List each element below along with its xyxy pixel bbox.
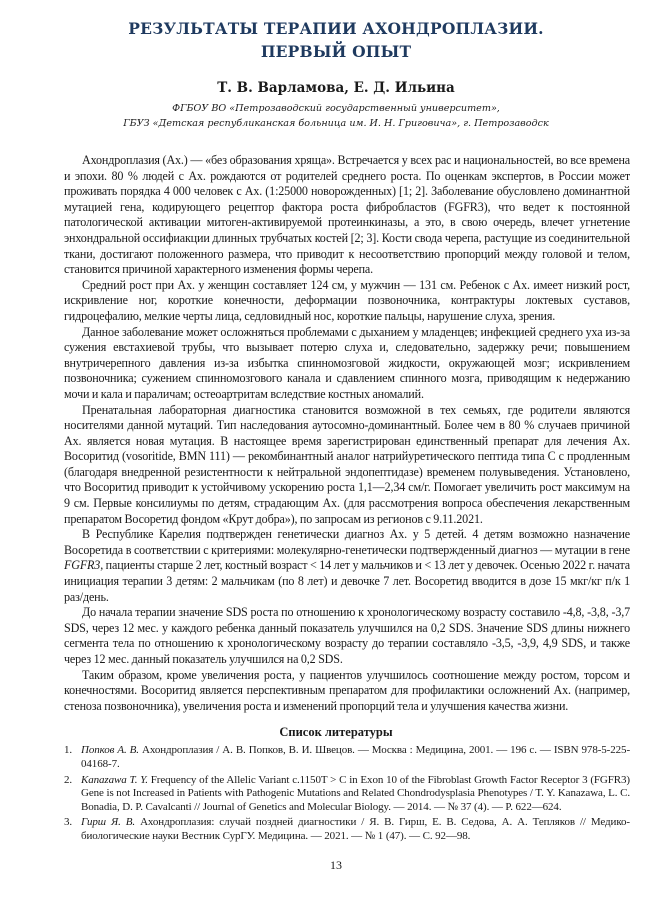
affiliation-line-2: ГБУЗ «Детская республиканская больница им. И. Н. Григовича», г. Петрозаводск [123,118,549,129]
reference-text: Frequency of the Allelic Variant c.1150T > C in Exon 10 of the Fibroblast Growth Factor Receptor 3 (FGFR3) Gene is not Increased in Patients with Pathogenic Mutations and Related Chondrodysplasia Phenotypes / T. Y. Kanazawa, L. C. Bonadia, D. P. Cavalcanti // Journal of Genetics and Molecular Biology. — 2014. — № 37 (4). — P. 622—624. [81,773,630,813]
reference-item [64,744,630,771]
reference-item [64,774,630,815]
reference-author: Kanazawa T. Y. [81,773,148,786]
reference-author: Гирш Я. В. [81,816,136,829]
authors: Т. В. Варламова, Е. Д. Ильина [217,80,455,96]
page-number: 13 [330,857,342,872]
paragraph-diagnostics: Пренатальная лабораторная диагностика становится возможной в тех семьях, где родители являются носителями данной мутаций. Тип наследования аутосомно-доминантный. Более чем в 80 % случаев причиной Ах. является новая мутация. В настоящее время зарегистрирован единственный препарат для лечения Ах. Восоритид (vosoritide, BMN 111) — рекомбинантный аналог натрийуретического пептида типа С с продленным (благодаря внедренной резистентности к нейтральной эндопептидазе) временем полувыведения. Установлено, что Восоритид приводит к устойчивому ускорению роста 1,1—2,34 см/г. Помогает увеличить рост максимум на 9 см. Первые консилиумы по детям, страдающим Ах. (для рассмотрения вопроса обеспечения лекарственным препаратом Восоретид фондом «Крут добра»), по запросам из регионов с 9.11.2021. [64,402,630,526]
reference-item [64,816,630,843]
title-line-1: РЕЗУЛЬТАТЫ ТЕРАПИИ АХОНДРОПЛАЗИИ. [128,19,544,38]
paragraph-conclusion: Таким образом, кроме увеличения роста, у пациентов улучшилось соотношение между ростом, торсом и конечностями. Восоритид является перспективным препаратом для профилактики осложнений Ах. (например, стеноза позвоночника), увеличения роста и изменений пропорций тела и улучшения качества жизни. [64,667,630,713]
article-body [64,153,630,714]
gene-name: FGFR3 [64,558,101,573]
reference-text: Ахондроплазия / А. В. Попков, В. И. Швецов. — Москва : Медицина, 2001. — 196 с. — ISBN 978-5-225-04168-7. [81,744,631,770]
karelia-text-before: В Республике Карелия подтвержден генетически диагноз Ах. у 5 детей. 4 детям возможно назначение Восоретида в соответствии с критериями: молекулярно-генетически подтвержденный диагноз — мутации в гене [64,527,630,557]
affiliation [0,101,672,131]
reference-text: Ахондроплазия: случай поздней диагностики / Я. В. Гирш, Е. В. Седова, А. А. Тепляков // Медико-биологические науки Вестник СурГУ. Медицина. — 2021. — № 1 (47). — С. 92—98. [81,816,630,842]
karelia-text-after: , пациенты старше 2 лет, костный возраст < 14 лет у мальчиков и < 13 лет у девочек. Осенью 2022 г. начата инициация терапии 3 детям: 2 мальчикам (по 8 лет) и девочке 7 лет. Восоретид вводится в дозе 15 мкг/кг п/к 1 раз/день. [64,558,630,604]
paragraph-complications: Данное заболевание может осложняться проблемами с дыханием у младенцев; инфекцией среднего уха из-за сужения евстахиевой трубы, что вызывает потерю слуха и, следовательно, задержку речи; повышением внутричерепного давления из-за избытка спинномозговой жидкости, окружающей мозг; искривлением позвоночника; сужением спинномозгового канала и сдавлением спинного мозга, приводящим к недержанию мочи и кала и параличам; остеоартритам вследствие костных аномалий. [64,324,630,401]
title-line-2: ПЕРВЫЙ ОПЫТ [260,42,412,61]
reference-author: Попков А. В. [81,744,139,757]
paragraph-symptoms: Средний рост при Ах. у женщин составляет 124 см, у мужчин — 131 см. Ребенок с Ах. имеет низкий рост, искривление ног, короткие конечности, деформации позвоночника, контрактуры локтевых суставов, гидроцефалию, мелкие черты лица, седловидный нос, короткие пальцы, нарушение слуха, зрения. [64,277,630,323]
references-list [64,744,630,843]
paragraph-karelia [64,527,630,605]
references-heading: Список литературы [279,725,393,740]
article-title [0,17,672,63]
affiliation-line-1: ФГБОУ ВО «Петрозаводский государственный университет», [172,103,500,114]
paragraph-results: До начала терапии значение SDS роста по отношению к хронологическому возрасту составило -4,8, -3,8, -3,7 SDS, через 12 мес. у каждого ребенка данный показатель улучшился на 0,2 SDS. Значение SDS длины нижнего сегмента тела по отношению к хронологическому возрасту до терапии составляло -3,5, -3,9, 4,9 SDS, и также через 12 мес. данный показатель улучшился на 0,2 SDS. [64,605,630,666]
reference-number: 1. [64,744,73,757]
reference-number: 2. [64,773,73,786]
paragraph-intro: Ахондроплазия (Ах.) — «без образования хряща». Встречается у всех рас и национальностей, во все времена и эпохи. 80 % людей с Ах. рождаются от родителей среднего роста. По оценкам экспертов, в России может проживать порядка 4 000 человек с Ах. (1:25000 новорожденных) [1; 2]. Заболевание обусловлено доминантной мутацией гена, кодирующего рецептор фактора роста фибробластов (FGFR3), что ведет к постоянной патологической активации митоген-активируемой протеинкиназы, а это, в свою очередь, влечет угнетение энхондральной оссифиакции длинных трубчатых костей [2; 3]. Кости свода черепа, растущие из соединительной ткани, достигают положенного размера, что приводит к несоответствию пропорций между головой и телом, становится причиной характерного изменения формы черепа. [64,153,630,277]
reference-number: 3. [64,816,73,829]
